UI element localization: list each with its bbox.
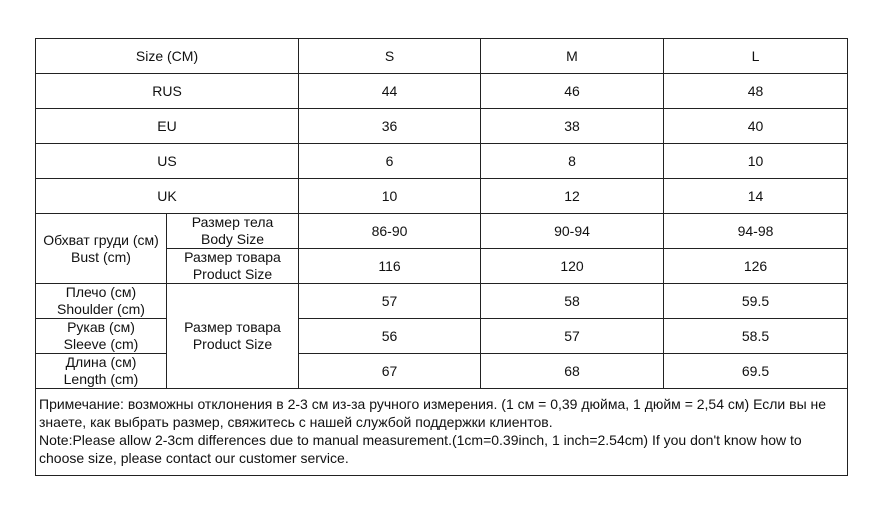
body-size-label-ru: Размер тела bbox=[191, 214, 274, 230]
bust-label bbox=[36, 214, 167, 284]
sleeve-label bbox=[36, 319, 167, 354]
cell-value: 12 bbox=[481, 179, 664, 214]
rus-row bbox=[36, 74, 848, 109]
bust-label-en: Bust (cm) bbox=[71, 248, 131, 265]
product-group-label bbox=[167, 284, 299, 389]
note-en-line1: Note:Please allow 2-3cm differences due to manual measurement.(1cm=0.39inch, 1 inch=2.54cm) If you don't know how to bbox=[39, 432, 802, 448]
bust-body-size-row bbox=[36, 214, 848, 249]
bust-label-ru: Обхват груди (см) bbox=[43, 231, 159, 248]
us-row bbox=[36, 144, 848, 179]
cell-value: 46 bbox=[481, 74, 664, 109]
note-en-line2: choose size, please contact our customer service. bbox=[39, 450, 349, 466]
cell-value: 58.5 bbox=[664, 319, 848, 354]
product-group-label-ru: Размер товара bbox=[184, 319, 281, 335]
cell-value: 86-90 bbox=[299, 214, 481, 249]
cell-value: 120 bbox=[481, 249, 664, 284]
row-label: EU bbox=[36, 109, 299, 144]
cell-value: 36 bbox=[299, 109, 481, 144]
length-label bbox=[36, 354, 167, 389]
cell-value: 94-98 bbox=[664, 214, 848, 249]
cell-value: 126 bbox=[664, 249, 848, 284]
cell-value: 90-94 bbox=[481, 214, 664, 249]
shoulder-label bbox=[36, 284, 167, 319]
product-size-label-en: Product Size bbox=[192, 266, 273, 282]
product-size-label bbox=[167, 249, 299, 284]
size-chart-table bbox=[35, 38, 848, 476]
header-label: Size (CM) bbox=[36, 39, 299, 74]
sleeve-label-en: Sleeve (cm) bbox=[63, 336, 139, 352]
note-row bbox=[36, 389, 848, 476]
cell-value: 58 bbox=[481, 284, 664, 319]
eu-row bbox=[36, 109, 848, 144]
row-label: RUS bbox=[36, 74, 299, 109]
uk-row bbox=[36, 179, 848, 214]
header-row bbox=[36, 39, 848, 74]
sleeve-row bbox=[36, 319, 848, 354]
cell-value: 48 bbox=[664, 74, 848, 109]
cell-value: 14 bbox=[664, 179, 848, 214]
cell-value: 69.5 bbox=[664, 354, 848, 389]
cell-value: 10 bbox=[664, 144, 848, 179]
cell-value: 6 bbox=[299, 144, 481, 179]
body-size-label bbox=[167, 214, 299, 249]
cell-value: 44 bbox=[299, 74, 481, 109]
cell-value: 116 bbox=[299, 249, 481, 284]
cell-value: 10 bbox=[299, 179, 481, 214]
shoulder-label-en: Shoulder (cm) bbox=[57, 301, 145, 317]
cell-value: 67 bbox=[299, 354, 481, 389]
size-l-header: L bbox=[664, 39, 848, 74]
length-row bbox=[36, 354, 848, 389]
cell-value: 56 bbox=[299, 319, 481, 354]
cell-value: 57 bbox=[299, 284, 481, 319]
row-label: UK bbox=[36, 179, 299, 214]
cell-value: 57 bbox=[481, 319, 664, 354]
note-ru-line2: знаете, как выбрать размер, свяжитесь с нашей службой поддержки клиентов. bbox=[39, 414, 553, 430]
length-label-en: Length (cm) bbox=[63, 371, 139, 387]
cell-value: 68 bbox=[481, 354, 664, 389]
note-ru-line1: Примечание: возможны отклонения в 2-3 см из-за ручного измерения. (1 см = 0,39 дюйма, 1 дюйм = 2,54 см) Если вы не bbox=[39, 396, 827, 412]
note-cell bbox=[36, 389, 848, 476]
row-label: US bbox=[36, 144, 299, 179]
cell-value: 38 bbox=[481, 109, 664, 144]
cell-value: 40 bbox=[664, 109, 848, 144]
cell-value: 8 bbox=[481, 144, 664, 179]
size-m-header: M bbox=[481, 39, 664, 74]
shoulder-label-ru: Плечо (см) bbox=[65, 284, 137, 300]
body-size-label-en: Body Size bbox=[200, 231, 265, 247]
shoulder-row bbox=[36, 284, 848, 319]
length-label-ru: Длина (см) bbox=[65, 354, 137, 370]
size-s-header: S bbox=[299, 39, 481, 74]
product-size-label-ru: Размер товара bbox=[184, 249, 281, 265]
product-group-label-en: Product Size bbox=[192, 336, 273, 352]
sleeve-label-ru: Рукав (см) bbox=[67, 319, 135, 335]
cell-value: 59.5 bbox=[664, 284, 848, 319]
